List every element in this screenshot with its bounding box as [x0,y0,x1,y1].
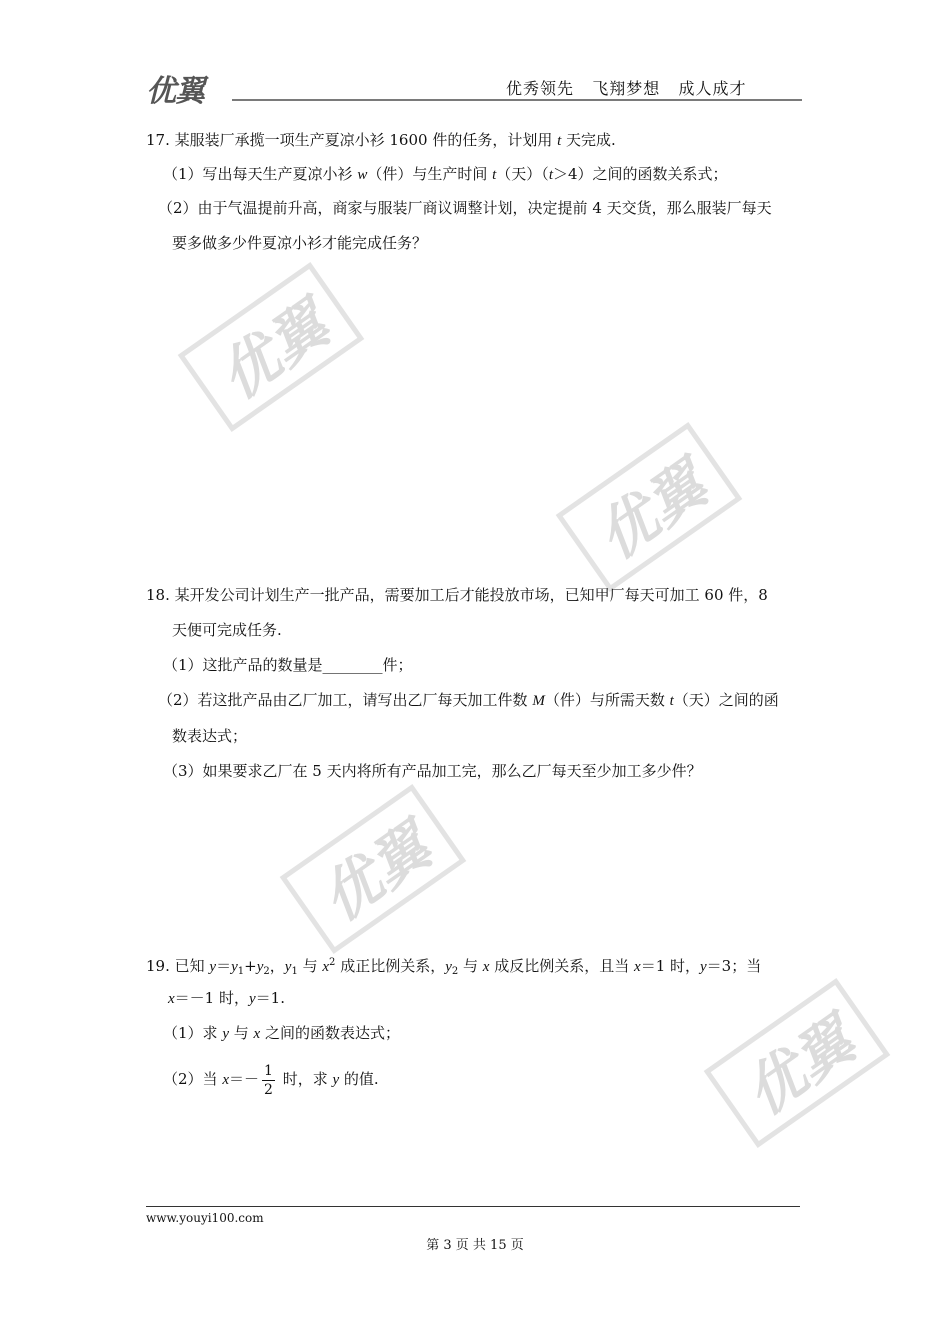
q17-line-1: 17. 某服装厂承揽一项生产夏凉小衫 1600 件的任务，计划用 t 天完成. [146,131,616,149]
watermark-logo: 优翼 [704,978,891,1148]
q18-line-6: （3）如果要求乙厂在 5 天内将所有产品加工完，那么乙厂每天至少加工多少件？ [163,762,702,780]
answer-blank: ________ [322,656,383,674]
q19-line-1: 19. 已知 $y=y_1+y_2$，$y_1$ 与 $x^2$ 成正比例关系，$y_2$ 与 x 成反比例关系，且当 x＝1 时，y＝3；当 [146,957,762,977]
q18-line-3: （1）这批产品的数量是________件； [163,656,413,674]
watermark-logo: 优翼 [178,262,365,432]
header-divider [232,99,802,101]
fraction: $\frac{1}{2}$ [264,1062,273,1098]
header-slogan: 优秀领先 飞翔梦想 成人成才 [506,79,747,98]
q17-line-4: 要多做多少件夏凉小衫才能完成任务？ [172,234,428,252]
page-number: 第 3 页 共 15 页 [426,1238,524,1253]
q17-line-2: （1）写出每天生产夏凉小衫 w（件）与生产时间 t（天）（t＞4）之间的函数关系式； [163,165,728,183]
watermark-logo: 优翼 [556,422,743,592]
q18-line-4: （2）若这批产品由乙厂加工，请写出乙厂每天加工件数 M（件）与所需天数 t（天）之间的函 [158,691,779,709]
q19-line-2: x＝－1 时，y＝1. [168,989,285,1007]
q17-line-3: （2）由于气温提前升高，商家与服装厂商议调整计划，决定提前 4 天交货，那么服装厂每天 [158,199,772,217]
logo: 优翼 [146,74,204,109]
q19-line-4: （2）当 x＝－ $\frac{1}{2}$ 时，求 y 的值. [163,1062,379,1098]
q18-line-1: 18. 某开发公司计划生产一批产品，需要加工后才能投放市场，已知甲厂每天可加工 60 件，8 [146,586,768,604]
watermark-logo: 优翼 [280,784,467,954]
q19-line-3: （1）求 y 与 x 之间的函数表达式； [163,1024,400,1042]
q18-line-2: 天便可完成任务. [172,621,282,639]
footer-url: www.youyi100.com [146,1211,264,1225]
footer-divider [146,1206,800,1207]
q18-line-5: 数表达式； [172,727,248,745]
